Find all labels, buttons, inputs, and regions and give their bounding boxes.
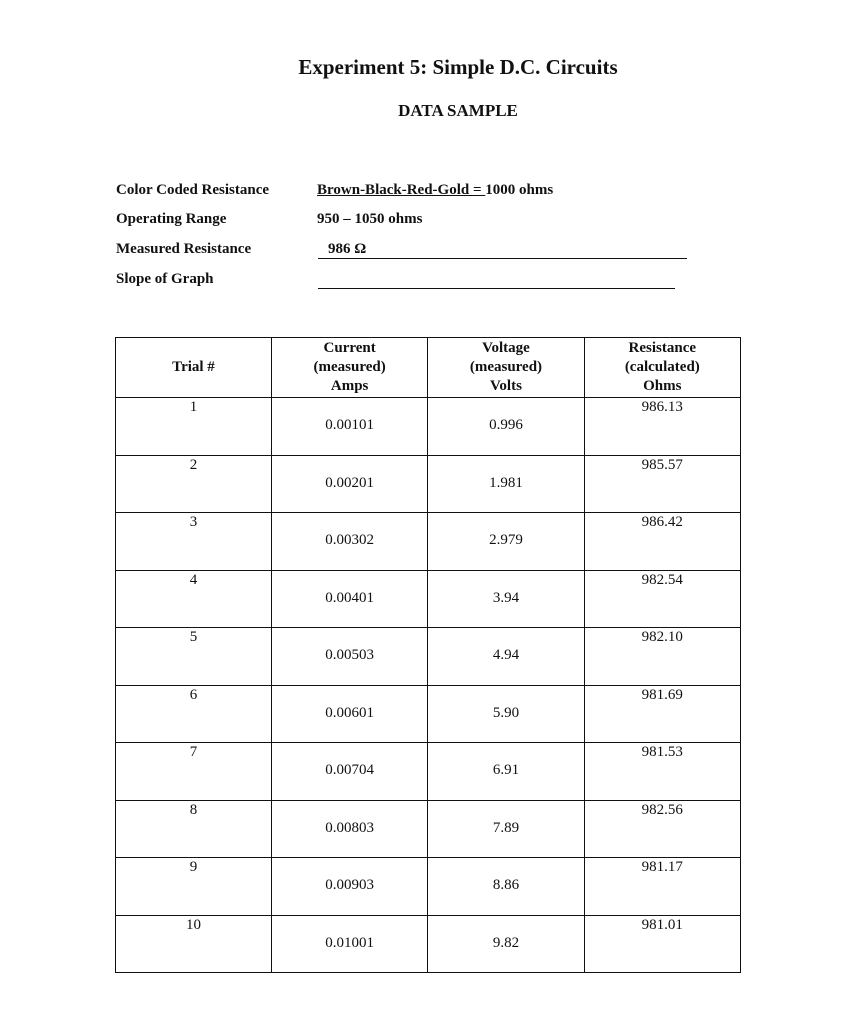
cell-resistance [584,628,740,686]
current-value: 0.00302 [325,532,375,548]
resistance-value: 982.10 [641,629,683,645]
cell-current [271,685,427,743]
cell-trial [116,800,272,858]
voltage-value: 9.82 [492,934,520,951]
page-title: Experiment 5: Simple D.C. Circuits [298,55,618,79]
color-coded-value [317,182,553,199]
trial-value: 8 [189,801,198,818]
header-current: Current (measured) Amps [271,338,427,398]
cell-resistance [584,398,740,456]
cell-voltage [428,570,584,628]
cell-trial [116,915,272,973]
table-row [116,915,741,973]
table-row [116,570,741,628]
cell-current [271,455,427,513]
voltage-value: 6.91 [492,762,520,778]
slope-label: Slope of Graph [116,271,214,287]
page-subtitle: DATA SAMPLE [398,101,518,120]
cell-trial [116,513,272,571]
resistance-value: 981.01 [641,916,683,933]
trial-value: 1 [189,399,198,415]
cell-resistance [584,858,740,916]
operating-range-label: Operating Range [116,211,227,227]
cell-voltage [428,915,584,973]
cell-resistance [584,513,740,571]
trial-value: 4 [189,571,198,588]
resistance-value: 982.54 [641,571,683,588]
voltage-value: 4.94 [492,647,520,663]
header-voltage: Voltage (measured) Volts [428,338,584,398]
cell-trial [116,398,272,456]
cell-resistance [584,800,740,858]
current-value: 0.00503 [325,647,375,663]
cell-trial [116,628,272,686]
cell-current [271,570,427,628]
cell-resistance [584,455,740,513]
cell-voltage [428,628,584,686]
cell-current [271,800,427,858]
table-row [116,685,741,743]
trial-value: 2 [189,456,198,473]
cell-resistance [584,915,740,973]
voltage-value: 2.979 [489,532,523,548]
cell-resistance [584,685,740,743]
resistance-value: 981.53 [641,744,683,760]
color-coded-ohms: 1000 ohms [485,182,554,198]
cell-voltage [428,513,584,571]
current-value: 0.00903 [325,877,375,893]
current-value: 0.00704 [325,762,375,778]
cell-current [271,858,427,916]
resistance-value: 986.13 [641,399,683,415]
voltage-value: 3.94 [492,589,520,606]
cell-trial [116,455,272,513]
cell-trial [116,570,272,628]
cell-voltage [428,743,584,801]
table-row [116,455,741,513]
color-coded-label: Color Coded Resistance [116,182,270,198]
resistance-value: 985.57 [641,456,683,473]
trial-value: 5 [189,629,198,645]
cell-resistance [584,570,740,628]
cell-trial [116,685,272,743]
cell-voltage [428,455,584,513]
color-bands: Brown-Black-Red-Gold = [317,182,486,198]
cell-resistance [584,743,740,801]
voltage-value: 0.996 [489,417,523,433]
current-value: 0.00601 [325,704,375,721]
measured-resistance-value: 986 Ω [328,241,367,257]
table-row [116,858,741,916]
trial-value: 6 [189,686,198,703]
header-trial: Trial # [116,338,272,398]
resistance-value: 981.69 [641,686,683,703]
trial-value: 10 [185,916,201,933]
voltage-value: 5.90 [492,704,520,721]
cell-voltage [428,858,584,916]
header-resistance: Resistance (calculated) Ohms [584,338,740,398]
voltage-value: 1.981 [489,474,523,491]
current-value: 0.00401 [325,589,375,606]
trial-value: 7 [189,744,198,760]
current-value: 0.00803 [325,819,375,836]
cell-current [271,398,427,456]
table-row [116,800,741,858]
operating-range-value: 950 – 1050 ohms [317,211,423,227]
measured-resistance-label: Measured Resistance [116,241,252,257]
cell-current [271,513,427,571]
slope-line [318,271,675,289]
trial-value: 3 [189,514,198,530]
cell-trial [116,858,272,916]
current-value: 0.00201 [325,474,375,491]
resistance-value: 982.56 [641,801,683,818]
current-value: 0.00101 [325,417,375,433]
header-row [116,338,741,398]
data-table [115,337,741,973]
current-value: 0.01001 [325,934,375,951]
cell-trial [116,743,272,801]
cell-voltage [428,685,584,743]
resistance-value: 986.42 [641,514,683,530]
cell-voltage [428,398,584,456]
measured-resistance-line [318,241,687,259]
table-row [116,513,741,571]
cell-current [271,915,427,973]
trial-value: 9 [189,859,198,875]
resistance-value: 981.17 [641,859,683,875]
table-row [116,398,741,456]
voltage-value: 7.89 [492,819,520,836]
table-row [116,628,741,686]
cell-voltage [428,800,584,858]
voltage-value: 8.86 [492,877,520,893]
cell-current [271,743,427,801]
cell-current [271,628,427,686]
table-row [116,743,741,801]
